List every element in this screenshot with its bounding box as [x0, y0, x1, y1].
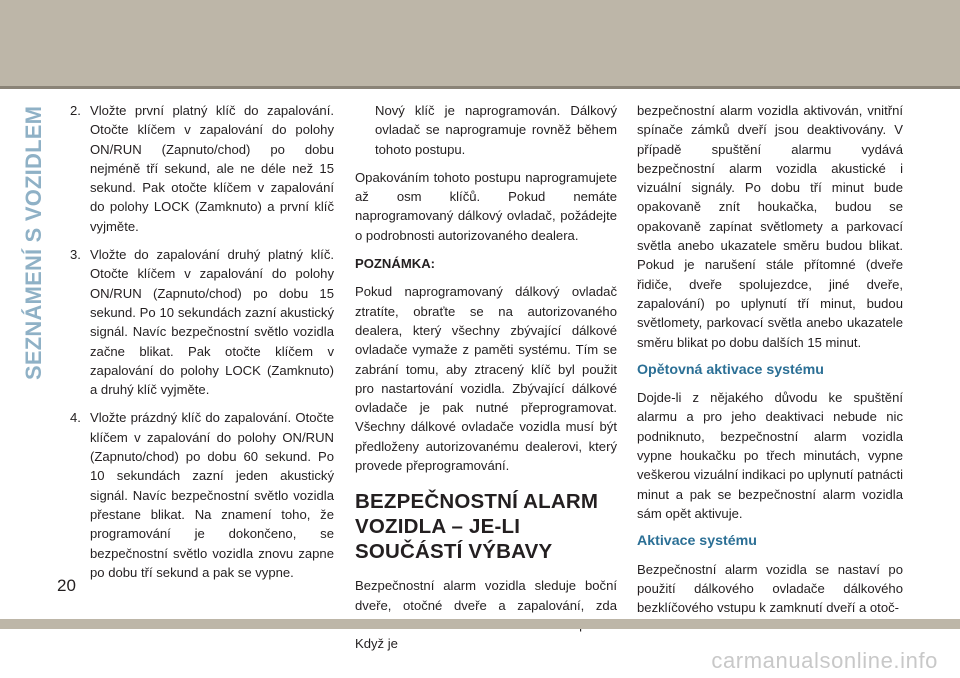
step-text: Vložte prázdný klíč do zapalování. Otočte klíčem v zapalování do polohy ON/RUN (Zapnuto/chod) po dobu 60 sekund. Po 10 sekundách zazní jeden akustický signál. Navíc bezpečnostní světlo vozidla přestane blikat. Na znamení toho, že programování je dokončeno, se bezpečnostní světlo vozidla znovu zapne po dobu tří sekund a pak se vypne. — [90, 410, 334, 580]
page-number: 20 — [57, 576, 76, 595]
section-heading: BEZPEČNOSTNÍ ALARM VOZIDLA – JE-LI SOUČÁSTÍ VÝBAVY — [355, 490, 599, 564]
column-right — [637, 101, 903, 626]
paragraph: Dojde-li z nějakého důvodu ke spuštění alarmu a pro jeho deaktivaci nebude nic podniknuto, bezpečnostní alarm vozidla vypne houkačku po třech minutách, vypne veškerou vizuální indikaci po uplynutí patnácti minut a pak se bezpečnostní alarm vozidla sám opět aktivuje. — [637, 390, 903, 521]
step-4 — [70, 408, 334, 582]
step-number: 4. — [70, 410, 81, 426]
step-number: 2. — [70, 103, 81, 118]
section-side-title: SEZNÁMENÍ S VOZIDLEM — [21, 105, 46, 380]
header-band — [0, 0, 960, 86]
paragraph: Bezpečnostní alarm vozidla se nastaví po použití dálkového ovladače dálkového bezklíčového vstupu k zamknutí dveří a otoč- — [637, 561, 903, 616]
column-left — [70, 101, 334, 591]
step-4-continuation: Nový klíč je naprogramován. Dálkový ovladač se naprogramuje rovněž během tohoto postupu. — [375, 103, 617, 157]
step-2 — [70, 101, 334, 236]
step-number: 3. — [70, 247, 81, 263]
column-middle — [355, 101, 617, 663]
header-rule — [0, 86, 960, 89]
subheading-activation: Aktivace systému — [637, 533, 757, 550]
paragraph: Opakováním tohoto postupu naprogramujete až osm klíčů. Pokud nemáte naprogramovaný dálkový ovladač, požádejte o podrobnosti autorizovaného dealera. — [355, 169, 617, 243]
watermark: carmanualsonline.info — [711, 648, 938, 673]
subheading-reactivation: Opětovná aktivace systému — [637, 361, 824, 378]
paragraph: bezpečnostní alarm vozidla aktivován, vnitřní spínače zámků dveří jsou deaktivovány. V případě spuštění alarmu vydává bezpečnostní alarm vozidla akustické i vizuální signály. Po dobu tří minut bude opakovaně znít houkačka, budou se opakovaně zapínat světlomety a parkovací světla anebo ukazatele směru budou blikat. Pokud je narušení stále přítomné (dveře řidiče, dveře spolujezdce, jiné dveře, zapalování) po uplynutí tří minut, budou světlomety, parkovací světla anebo ukazatele směru blikat po dobu dalších 15 minut. — [637, 103, 903, 350]
note-title: POZNÁMKA: — [355, 256, 436, 272]
procedure-steps — [70, 101, 334, 582]
footer-band — [0, 619, 960, 629]
paragraph: Bezpečnostní alarm vozidla sleduje boční dveře, otočné dveře a zapalování, zda Když je — [355, 578, 617, 652]
step-text: Vložte do zapalování druhý platný klíč. Otočte klíčem v zapalování do polohy ON/RUN (Zapnuto/chod) po dobu 15 sekund. Po 10 sekundách zazní akustický signál. Navíc bezpečnostní světlo vozidla začne blikat. Pak otočte klíčem v zapalování do polohy LOCK (Zamknuto) a druhý klíč vyjměte. — [90, 247, 334, 398]
step-text: Vložte první platný klíč do zapalování. Otočte klíčem v zapalování do polohy ON/RUN (Zapnuto/chod) po dobu nejméně tří sekund, ale ne déle než 15 sekund. Pak otočte klíčem v zapalování do polohy LOCK (Zamknuto) a první klíč vyjměte. — [90, 103, 334, 234]
step-3 — [70, 245, 334, 399]
note-text: Pokud naprogramovaný dálkový ovladač ztratíte, obraťte se na autorizovaného dealera, který všechny zbývající dálkové ovladače vymaže z paměti systému. Tím se zabrání tomu, aby ztracený klíč byl použit pro nastartování vozidla. Zbývající dálkové ovladače je pak nutné přeprogramovat. Všechny dálkové ovladače vozidla musí být předloženy autorizovanému dealerovi, který provede přeprogramování. — [355, 284, 617, 474]
